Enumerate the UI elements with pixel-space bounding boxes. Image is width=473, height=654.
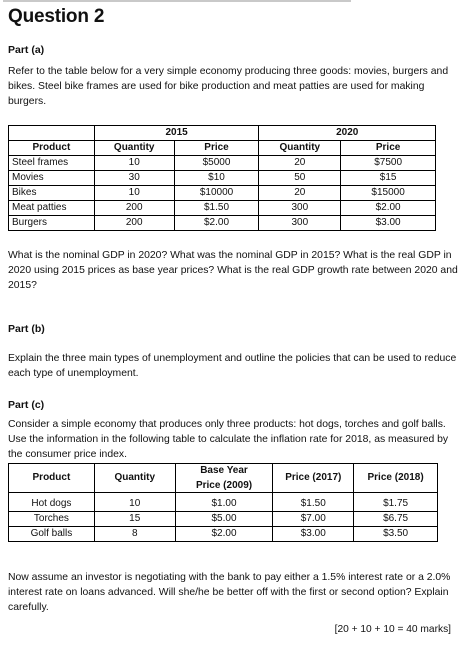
price-cell: $7500 [341,156,436,171]
table-row [9,216,436,231]
table-row [9,493,438,512]
quantity-cell: 10 [94,186,174,201]
base-year-header [175,464,273,493]
price-cell: $15 [341,171,436,186]
product-cell: Movies [9,171,95,186]
base-year-label: Base Year [200,464,248,476]
column-header: Product [9,464,95,493]
quantity-cell: 300 [259,216,341,231]
price-2009-label: Price (2009) [195,479,253,491]
quantity-cell: 20 [259,156,341,171]
column-header: Product [9,141,95,156]
product-cell: Hot dogs [9,493,95,512]
price-cell: $5000 [174,156,259,171]
part-c-intro: Consider a simple economy that produces only three products: hot dogs, torches and golf balls. Use the information in the following table to calculate the inflation rate for 2018, as measured by the consumer price index. [8,419,449,460]
quantity-cell: 15 [94,512,175,527]
price-cell: $1.00 [175,493,273,512]
price-cell: $10 [174,171,259,186]
price-cell: $1.75 [354,493,438,512]
column-header: Price [341,141,436,156]
table-corner-cell [9,126,95,141]
product-cell: Torches [9,512,95,527]
price-cell: $7.00 [273,512,354,527]
price-cell: $1.50 [273,493,354,512]
column-header: Price [174,141,259,156]
part-b-question: Explain the three main types of unemployment and outline the policies that can be used to reduce each type of unemployment. [8,353,457,379]
price-cell: $2.00 [175,527,273,542]
table-row [9,527,438,542]
product-cell: Meat patties [9,201,95,216]
column-header: Price (2018) [354,464,438,493]
price-cell: $15000 [341,186,436,201]
quantity-cell: 50 [259,171,341,186]
price-cell: $5.00 [175,512,273,527]
table-row [9,171,436,186]
price-cell: $3.50 [354,527,438,542]
top-rule [3,0,351,2]
product-cell: Bikes [9,186,95,201]
quantity-cell: 300 [259,201,341,216]
product-cell: Steel frames [9,156,95,171]
quantity-cell: 10 [94,493,175,512]
price-cell: $6.75 [354,512,438,527]
product-cell: Golf balls [9,527,95,542]
product-cell: Burgers [9,216,95,231]
part-c-label: Part (c) [8,399,45,411]
quantity-cell: 200 [94,201,174,216]
table-row [9,186,436,201]
gdp-table [8,125,436,231]
table-row [9,201,436,216]
year-2020-header: 2020 [259,126,436,141]
table-row [9,512,438,527]
column-header: Quantity [94,464,175,493]
part-a-question: What is the nominal GDP in 2020? What was the nominal GDP in 2015? What is the real GDP in 2020 using 2015 prices as base year prices? What is the real GDP growth rate between 2020 and 2015? [8,250,458,291]
column-header: Quantity [94,141,174,156]
column-header: Quantity [259,141,341,156]
price-cell: $2.00 [341,201,436,216]
price-cell: $3.00 [341,216,436,231]
cpi-table [8,463,438,542]
quantity-cell: 20 [259,186,341,201]
part-c-question: Now assume an investor is negotiating with the bank to pay either a 1.5% interest rate or a 2.0% interest rate on loans advanced. Will she/he be better off with the first or second option? Explain carefully. [8,572,451,613]
quantity-cell: 30 [94,171,174,186]
price-cell: $1.50 [174,201,259,216]
price-cell: $3.00 [273,527,354,542]
part-a-intro: Refer to the table below for a very simple economy producing three goods: movies, burgers and bikes. Steel bike frames are used for bike production and meat patties are used for making burgers. [8,66,449,107]
page-title: Question 2 [8,6,105,27]
quantity-cell: 8 [94,527,175,542]
column-header: Price (2017) [273,464,354,493]
year-2015-header: 2015 [94,126,259,141]
marks-total: [20 + 10 + 10 = 40 marks] [334,624,451,635]
quantity-cell: 200 [94,216,174,231]
part-a-label: Part (a) [8,44,45,56]
part-b-label: Part (b) [8,323,45,335]
table-row [9,156,436,171]
quantity-cell: 10 [94,156,174,171]
price-cell: $2.00 [174,216,259,231]
price-cell: $10000 [174,186,259,201]
